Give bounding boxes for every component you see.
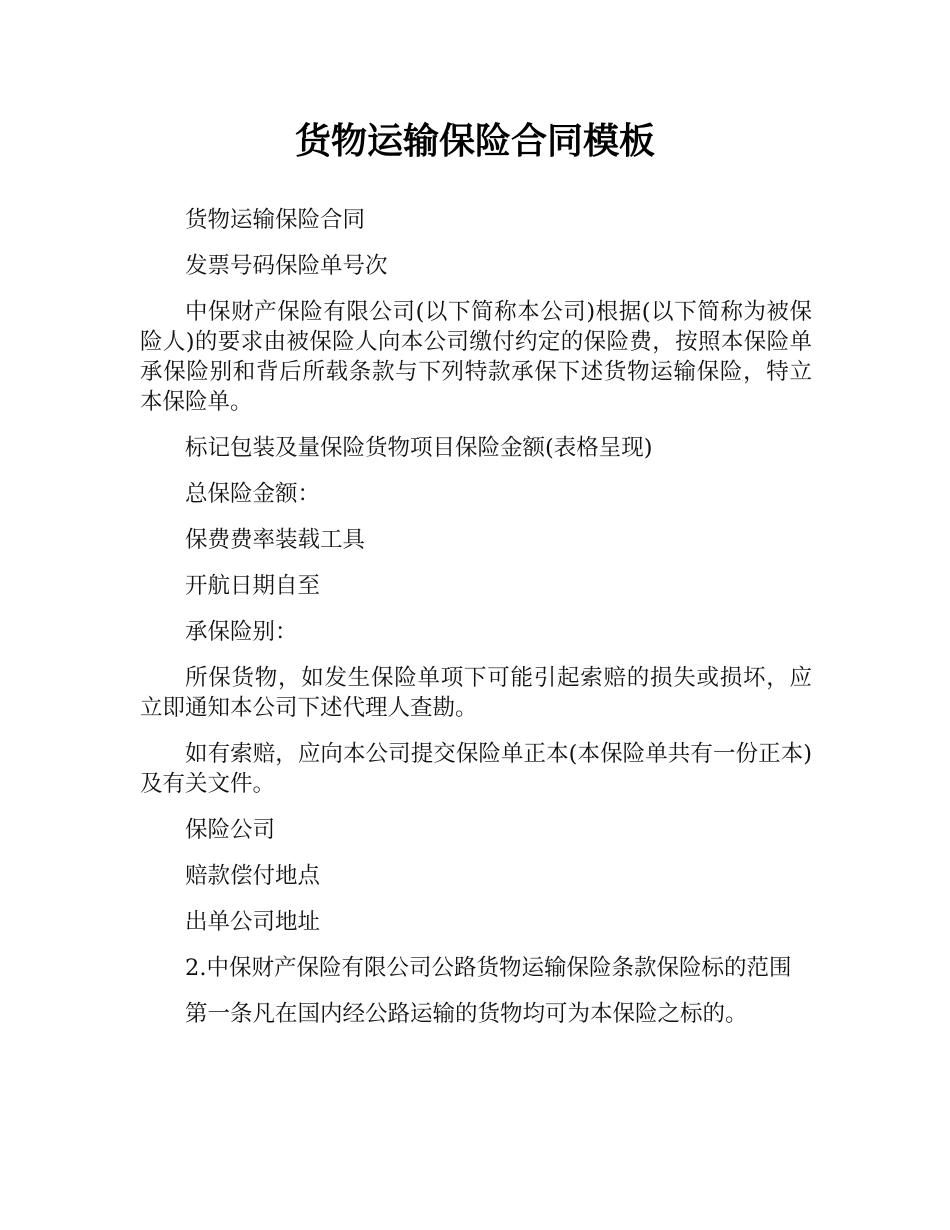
paragraph-article-1: 第一条凡在国内经公路运输的货物均可为本保险之标的。	[185, 1001, 748, 1027]
document-body	[140, 205, 812, 1045]
document-title: 货物运输保险合同模板	[294, 121, 655, 162]
paragraph-invoice-policy-number: 发票号码保险单号次	[185, 253, 388, 279]
paragraph-issuing-office-address: 出单公司地址	[185, 909, 321, 935]
paragraph-section-2-heading: 2.中保财产保险有限公司公路货物运输保险条款保险标的范围	[185, 955, 792, 981]
paragraph-contract-name: 货物运输保险合同	[185, 207, 366, 233]
paragraph-sailing-date: 开航日期自至	[185, 573, 321, 599]
paragraph-coverage: 承保险别：	[185, 619, 298, 645]
paragraph-premium-rate: 保费费率装载工具	[185, 527, 366, 553]
paragraph-total-amount: 总保险金额：	[185, 481, 321, 507]
paragraph-claims: 如有索赔，应向本公司提交保险单正本(本保险单共有一份正本)及有关文件。	[140, 741, 812, 797]
paragraph-preamble: 中保财产保险有限公司(以下简称本公司)根据(以下简称为被保险人)的要求由被保险人向本公司缴付约定的保险费，按照本保险单承保险别和背后所载条款与下列特款承保下述货物运输保险，特立本保险单。	[140, 299, 812, 415]
paragraph-claim-payable-at: 赔款偿付地点	[185, 863, 321, 889]
paragraph-loss-notice: 所保货物，如发生保险单项下可能引起索赔的损失或损坏，应立即通知本公司下述代理人查勘。	[140, 665, 812, 721]
paragraph-marks-packing: 标记包装及量保险货物项目保险金额(表格呈现)	[185, 435, 653, 461]
paragraph-insurer: 保险公司	[185, 817, 276, 843]
